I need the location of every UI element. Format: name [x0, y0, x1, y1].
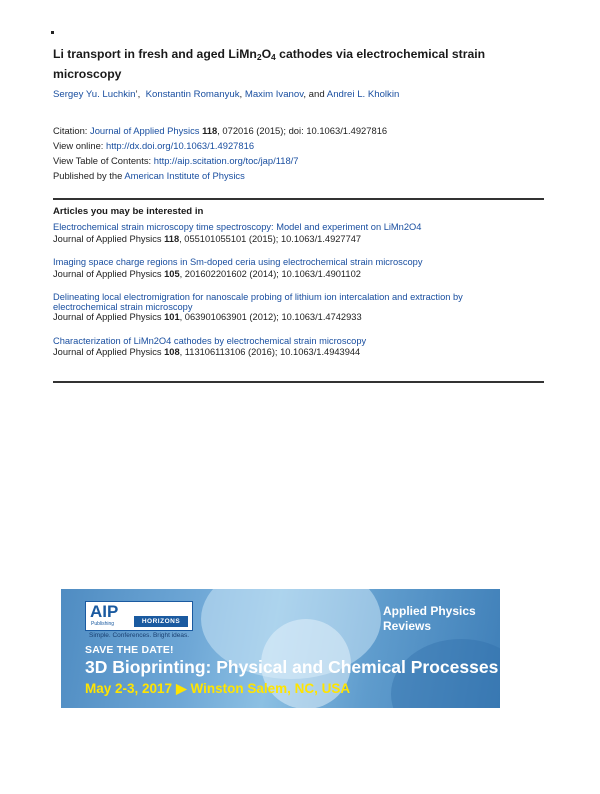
article-title-link[interactable]: Characterization of LiMn2O4 cathodes by electrochemical strain microscopy	[53, 335, 367, 346]
author-separator: ,	[239, 89, 245, 100]
aip-publishing-logo	[85, 601, 193, 631]
article-reference: Journal of Applied Physics 118, 055101055101 (2015); 10.1063/1.4927747	[53, 233, 362, 244]
ad-event-date: May 2-3, 2017	[85, 681, 173, 696]
author-link-kholkin[interactable]: Andrei L. Kholkin	[326, 89, 400, 100]
publisher-link[interactable]: American Institute of Physics	[124, 170, 245, 181]
author-list	[53, 89, 399, 100]
ad-save-the-date: SAVE THE DATE!	[85, 644, 174, 656]
page-dot	[51, 31, 54, 34]
article-title-link[interactable]: Imaging space charge regions in Sm-doped ceria using electrochemical strain microscopy	[53, 257, 423, 267]
article-reference: Journal of Applied Physics 105, 201602201602 (2014); 10.1063/1.4901102	[53, 268, 361, 279]
aip-tagline: Simple. Conferences. Bright ideas.	[89, 632, 190, 639]
citation-block	[53, 123, 387, 183]
ad-journal-line: Reviews	[383, 619, 432, 633]
horizons-badge: HORIZONS	[134, 616, 188, 627]
citation-details: , 072016 (2015); doi: 10.1063/1.4927816	[217, 125, 388, 136]
view-toc-line	[53, 153, 387, 168]
advertisement-banner[interactable]	[61, 589, 500, 708]
citation-volume: 118	[202, 125, 218, 136]
divider-top	[53, 198, 544, 200]
article-title-link[interactable]: Electrochemical strain microscopy time spectroscopy: Model and experiment on LiMn2O4	[53, 222, 422, 232]
author-separator: ,	[137, 89, 146, 100]
author-link-romanyuk[interactable]: Konstantin Romanyuk	[145, 89, 240, 100]
view-toc-label: View Table of Contents:	[53, 155, 152, 166]
citation-line	[53, 123, 387, 138]
ad-journal-name	[383, 604, 476, 634]
aip-logo-subtext: Publishing	[91, 621, 115, 627]
view-online-label: View online:	[53, 140, 104, 151]
article-reference: Journal of Applied Physics 101, 063901063901 (2012); 10.1063/1.4742933	[53, 312, 362, 322]
citation-label: Citation:	[53, 125, 88, 136]
published-by-line	[53, 168, 387, 183]
author-and: , and	[303, 89, 325, 100]
play-arrow-icon: ▶	[176, 681, 187, 696]
author-link-ivanov[interactable]: Maxim Ivanov	[244, 89, 304, 100]
view-online-link[interactable]: http://dx.doi.org/10.1063/1.4927816	[106, 140, 255, 151]
view-toc-link[interactable]: http://aip.scitation.org/toc/jap/118/7	[153, 155, 299, 166]
citation-journal-link[interactable]: Journal of Applied Physics	[90, 125, 200, 136]
list-item	[53, 257, 523, 280]
divider-bottom	[53, 381, 544, 383]
paper-title: Li transport in fresh and aged $LiMn_2O_4$ cathodes via electrochemical strain microscopy	[53, 47, 486, 81]
ad-event-details	[85, 681, 350, 697]
article-reference: Journal of Applied Physics 108, 113106113106 (2016); 10.1063/1.4943944	[53, 347, 361, 357]
author-mark: ’	[135, 89, 138, 100]
view-online-line	[53, 138, 387, 153]
ad-event-location: Winston Salem, NC, USA	[190, 681, 351, 696]
ad-journal-line: Applied Physics	[383, 604, 476, 618]
article-title-link[interactable]: Delineating local electromigration for nanoscale probing of lithium ion intercalation and extraction by electrochemical strain microscopy	[53, 292, 463, 312]
aip-logo-text: AIP	[90, 602, 119, 621]
related-articles-list	[53, 222, 523, 371]
ad-headline: 3D Bioprinting: Physical and Chemical Processes	[85, 657, 499, 677]
published-by-label: Published by the	[53, 170, 123, 181]
list-item	[53, 292, 523, 324]
list-item	[53, 222, 523, 245]
author-link-luchkin[interactable]: Sergey Yu. Luchkin	[53, 89, 136, 100]
related-articles-heading: Articles you may be interested in	[53, 206, 204, 217]
list-item	[53, 336, 523, 359]
